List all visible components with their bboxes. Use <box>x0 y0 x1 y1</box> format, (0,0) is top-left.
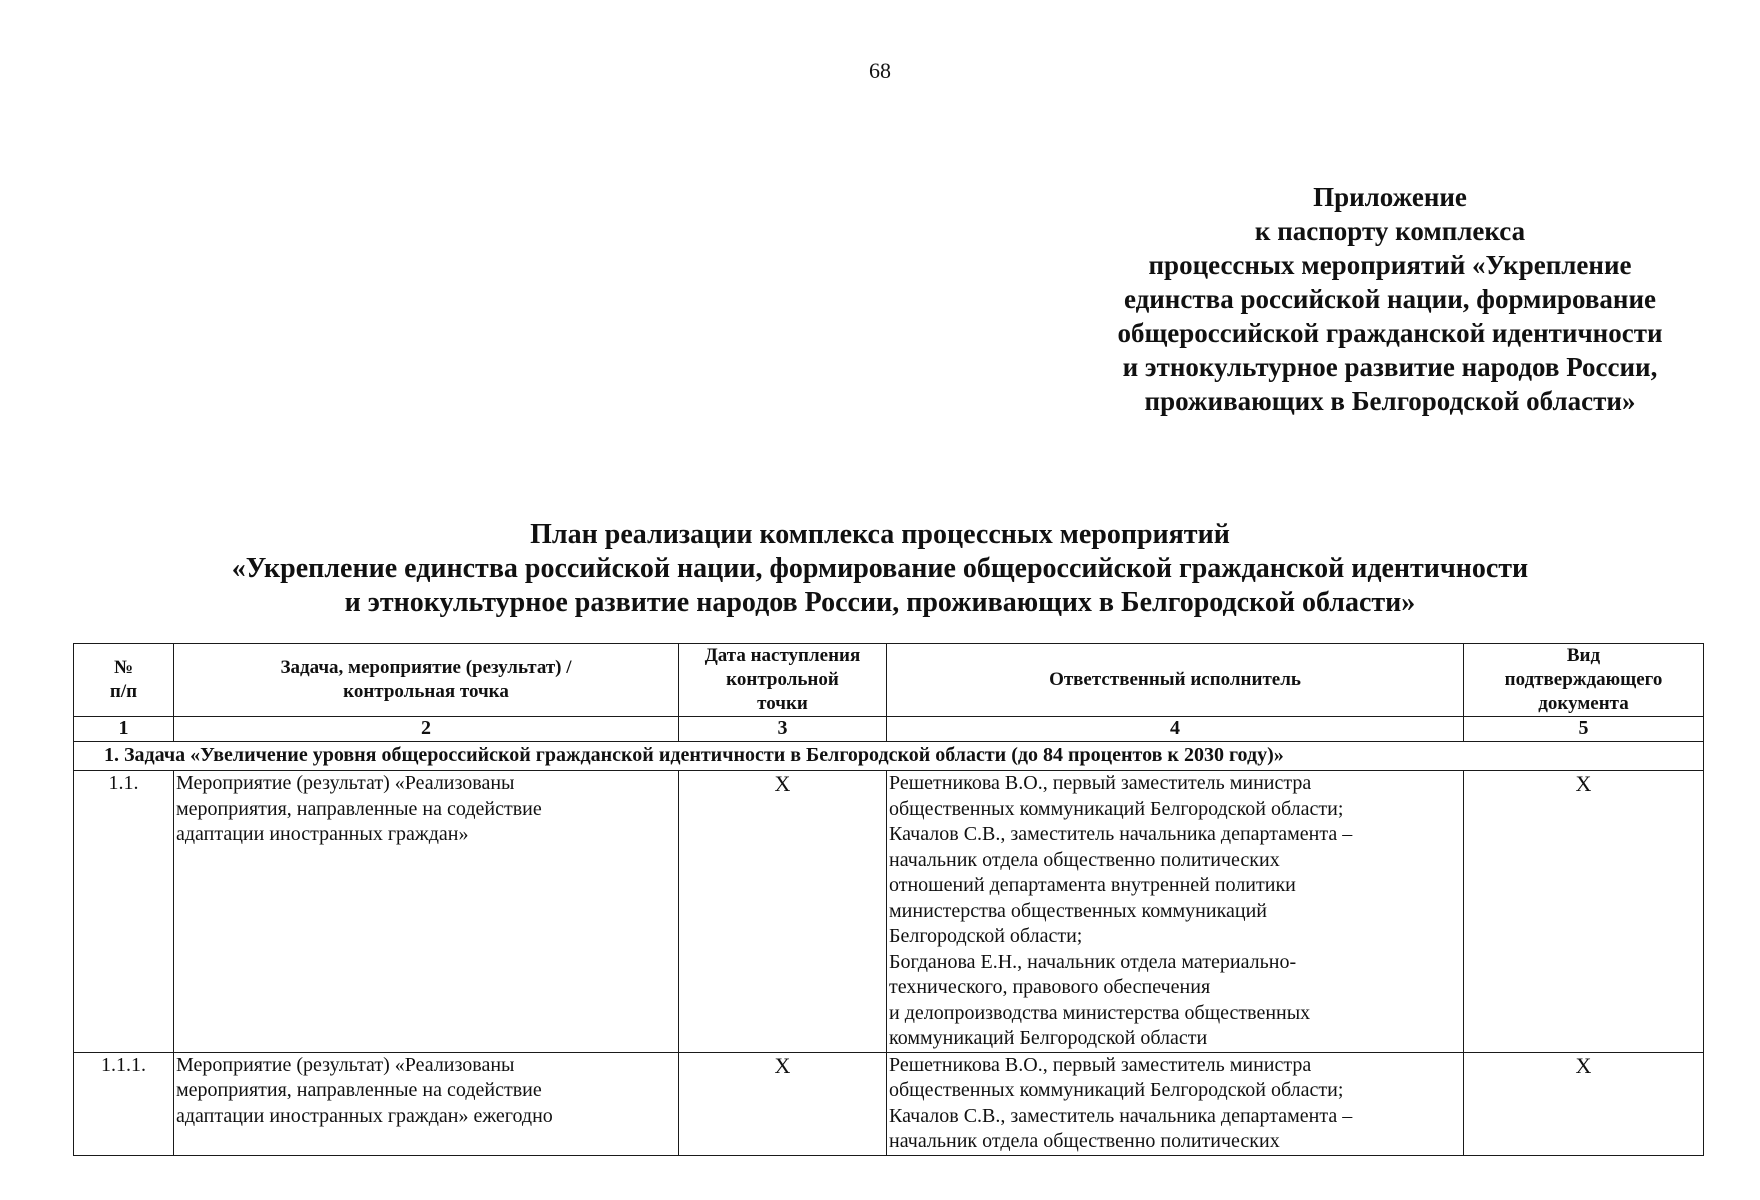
row-event: Мероприятие (результат) «Реализованы мероприятия, направленные на содействие адаптации иностранных граждан» ежегодно <box>174 1052 679 1155</box>
appendix-line: общероссийской гражданской идентичности <box>1117 318 1663 348</box>
task-row <box>74 742 1704 771</box>
header-document: Вид подтверждающего документа <box>1464 644 1704 717</box>
column-number: 2 <box>174 717 679 742</box>
plan-title-line: «Укрепление единства российской нации, формирование общероссийской гражданской идентичности <box>231 553 1529 584</box>
table-row <box>74 1052 1704 1155</box>
row-number: 1.1.1. <box>74 1052 174 1155</box>
row-number: 1.1. <box>74 771 174 1053</box>
row-date: X <box>679 771 887 1053</box>
header-task: Задача, мероприятие (результат) / контрольная точка <box>174 644 679 717</box>
appendix-line: к паспорту комплекса <box>1254 216 1526 246</box>
column-number: 4 <box>887 717 1464 742</box>
row-date: X <box>679 1052 887 1155</box>
table-row <box>74 771 1704 1053</box>
task-title: 1. Задача «Увеличение уровня общероссийской гражданской идентичности в Белгородской области (до 84 процентов к 2030 году)» <box>74 742 1704 771</box>
column-number: 3 <box>679 717 887 742</box>
header-date: Дата наступления контрольной точки <box>679 644 887 717</box>
column-numbers-row <box>74 717 1704 742</box>
row-document: X <box>1464 1052 1704 1155</box>
appendix-line: Приложение <box>1313 182 1467 212</box>
table-header-row <box>74 644 1704 717</box>
row-responsible: Решетникова В.О., первый заместитель министра общественных коммуникаций Белгородской области; Качалов С.В., заместитель начальника департамента – начальник отдела общественно политических <box>887 1052 1464 1155</box>
row-responsible: Решетникова В.О., первый заместитель министра общественных коммуникаций Белгородской области; Качалов С.В., заместитель начальника департамента – начальник отдела общественно политических отношений департамента внутренней политики министерства общественных коммуникаций Белгородской области; Богданова Е.Н., начальник отдела материально- технического, правового обеспечения и делопроизводства министерства общественных коммуникаций Белгородской области <box>887 771 1464 1053</box>
page-number: 68 <box>869 58 891 83</box>
header-number: № п/п <box>74 644 174 717</box>
plan-title-line: План реализации комплекса процессных мероприятий <box>530 519 1230 550</box>
column-number: 5 <box>1464 717 1704 742</box>
header-responsible: Ответственный исполнитель <box>887 644 1464 717</box>
row-event: Мероприятие (результат) «Реализованы мероприятия, направленные на содействие адаптации иностранных граждан» <box>174 771 679 1053</box>
appendix-line: проживающих в Белгородской области» <box>1144 386 1636 416</box>
column-number: 1 <box>74 717 174 742</box>
row-document: X <box>1464 771 1704 1053</box>
appendix-line: и этнокультурное развитие народов России, <box>1122 352 1658 382</box>
appendix-block <box>1060 180 1720 418</box>
plan-table <box>73 643 1704 1156</box>
plan-title <box>0 518 1760 620</box>
appendix-line: единства российской нации, формирование <box>1123 284 1657 314</box>
plan-title-line: и этнокультурное развитие народов России, проживающих в Белгородской области» <box>344 587 1416 618</box>
appendix-line: процессных мероприятий «Укрепление <box>1148 250 1632 280</box>
